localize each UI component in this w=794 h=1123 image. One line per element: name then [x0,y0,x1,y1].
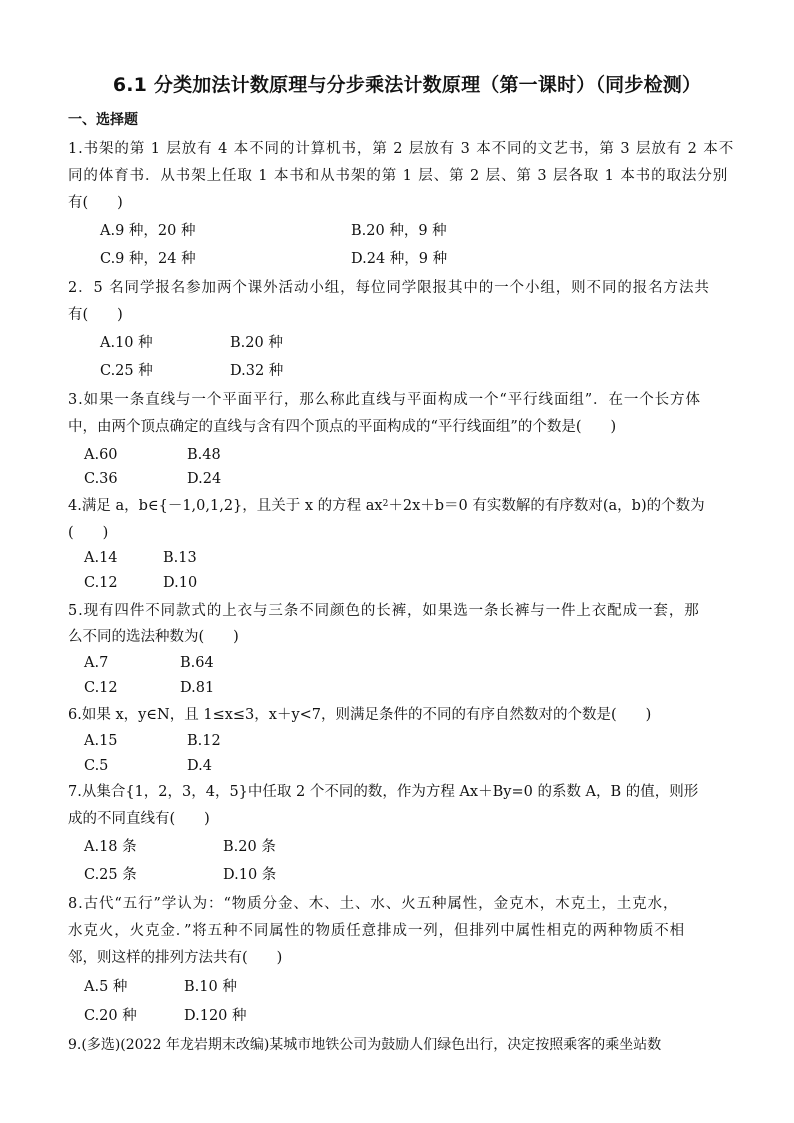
question-2-line-1: 2．5 名同学报名参加两个课外活动小组，每位同学限报其中的一个小组，则不同的报名方法共 [68,280,710,296]
question-4-text-a: 4.满足 a，b∈{－1,0,1,2}，且关于 x 的方程 ax [68,498,383,514]
question-8-line-1: 8.古代“五行”学认为：“物质分金、木、土、水、火五种属性，金克木，木克土，土克水， [68,896,679,912]
exponent: 2 [382,499,389,509]
section-heading: 一、选择题 [68,112,138,128]
question-6-option-a: A.15 [84,733,118,749]
question-1-option-a: A.9 种，20 种 [100,223,196,239]
question-7-option-c: C.25 条 [84,867,137,883]
question-4-line-1 [68,496,705,516]
question-6-option-b: B.12 [187,733,221,749]
question-4-text-b: ＋2x＋b＝0 有实数解的有序数对(a，b)的个数为 [388,498,705,514]
question-2-option-c: C.25 种 [100,363,153,379]
question-8-line-3: 邻，则这样的排列方法共有( ) [68,950,283,966]
question-1-line-2: 同的体育书．从书架上任取 1 本书和从书架的第 1 层、第 2 层、第 3 层各取 1 本书的取法分别 [68,168,729,184]
question-8-option-c: C.20 种 [84,1008,137,1024]
question-5-line-1: 5.现有四件不同款式的上衣与三条不同颜色的长裤，如果选一条长裤与一件上衣配成一套，那 [68,603,700,619]
question-3-line-2: 中，由两个顶点确定的直线与含有四个顶点的平面构成的“平行线面组”的个数是( ) [68,419,617,435]
question-8-line-2: 水克火，火克金．”将五种不同属性的物质任意排成一列，但排列中属性相克的两种物质不相 [68,923,686,939]
question-3-option-d: D.24 [187,471,222,487]
question-2-option-b: B.20 种 [230,335,283,351]
question-2-option-d: D.32 种 [230,363,284,379]
question-1-option-d: D.24 种，9 种 [351,251,448,267]
question-7-option-a: A.18 条 [84,839,137,855]
question-2-option-a: A.10 种 [100,335,153,351]
question-5-option-d: D.81 [180,680,215,696]
question-5-line-2: 么不同的选法种数为( ) [68,629,239,645]
question-5-option-c: C.12 [84,680,118,696]
question-7-line-1: 7.从集合{1，2，3，4，5}中任取 2 个不同的数，作为方程 Ax＋By=0 的系数 A，B 的值，则形 [68,784,699,800]
question-4-option-c: C.12 [84,575,118,591]
question-3-option-a: A.60 [84,447,118,463]
question-7-option-b: B.20 条 [223,839,276,855]
question-8-option-a: A.5 种 [84,979,128,995]
question-6-option-c: C.5 [84,758,109,774]
question-6-line-1: 6.如果 x，y∈N，且 1≤x≤3，x＋y<7，则满足条件的不同的有序自然数对的个数是( ) [68,707,652,723]
question-1-option-b: B.20 种，9 种 [351,223,447,239]
question-6-option-d: D.4 [187,758,212,774]
question-9-line-1: 9.(多选)(2022 年龙岩期末改编)某城市地铁公司为鼓励人们绿色出行，决定按照乘客的乘坐站数 [68,1037,662,1053]
question-7-line-2: 成的不同直线有( ) [68,811,210,827]
question-8-option-d: D.120 种 [184,1008,247,1024]
question-1-line-1: 1.书架的第 1 层放有 4 本不同的计算机书，第 2 层放有 3 本不同的文艺书，第 3 层放有 2 本不 [68,141,735,157]
question-5-option-b: B.64 [180,655,214,671]
question-2-line-2: 有( ) [68,307,123,323]
question-3-option-c: C.36 [84,471,118,487]
page-title: 6.1 分类加法计数原理与分步乘法计数原理（第一课时）（同步检测） [112,74,702,96]
question-4-option-a: A.14 [84,550,118,566]
question-3-line-1: 3.如果一条直线与一个平面平行，那么称此直线与平面构成一个“平行线面组”．在一个长方体 [68,392,701,408]
question-1-option-c: C.9 种，24 种 [100,251,196,267]
question-4-option-b: B.13 [163,550,197,566]
question-4-option-d: D.10 [163,575,198,591]
question-1-line-3: 有( ) [68,195,123,211]
question-5-option-a: A.7 [84,655,109,671]
question-4-line-2: ( ) [68,525,109,541]
question-7-option-d: D.10 条 [223,867,277,883]
question-3-option-b: B.48 [187,447,221,463]
question-8-option-b: B.10 种 [184,979,237,995]
